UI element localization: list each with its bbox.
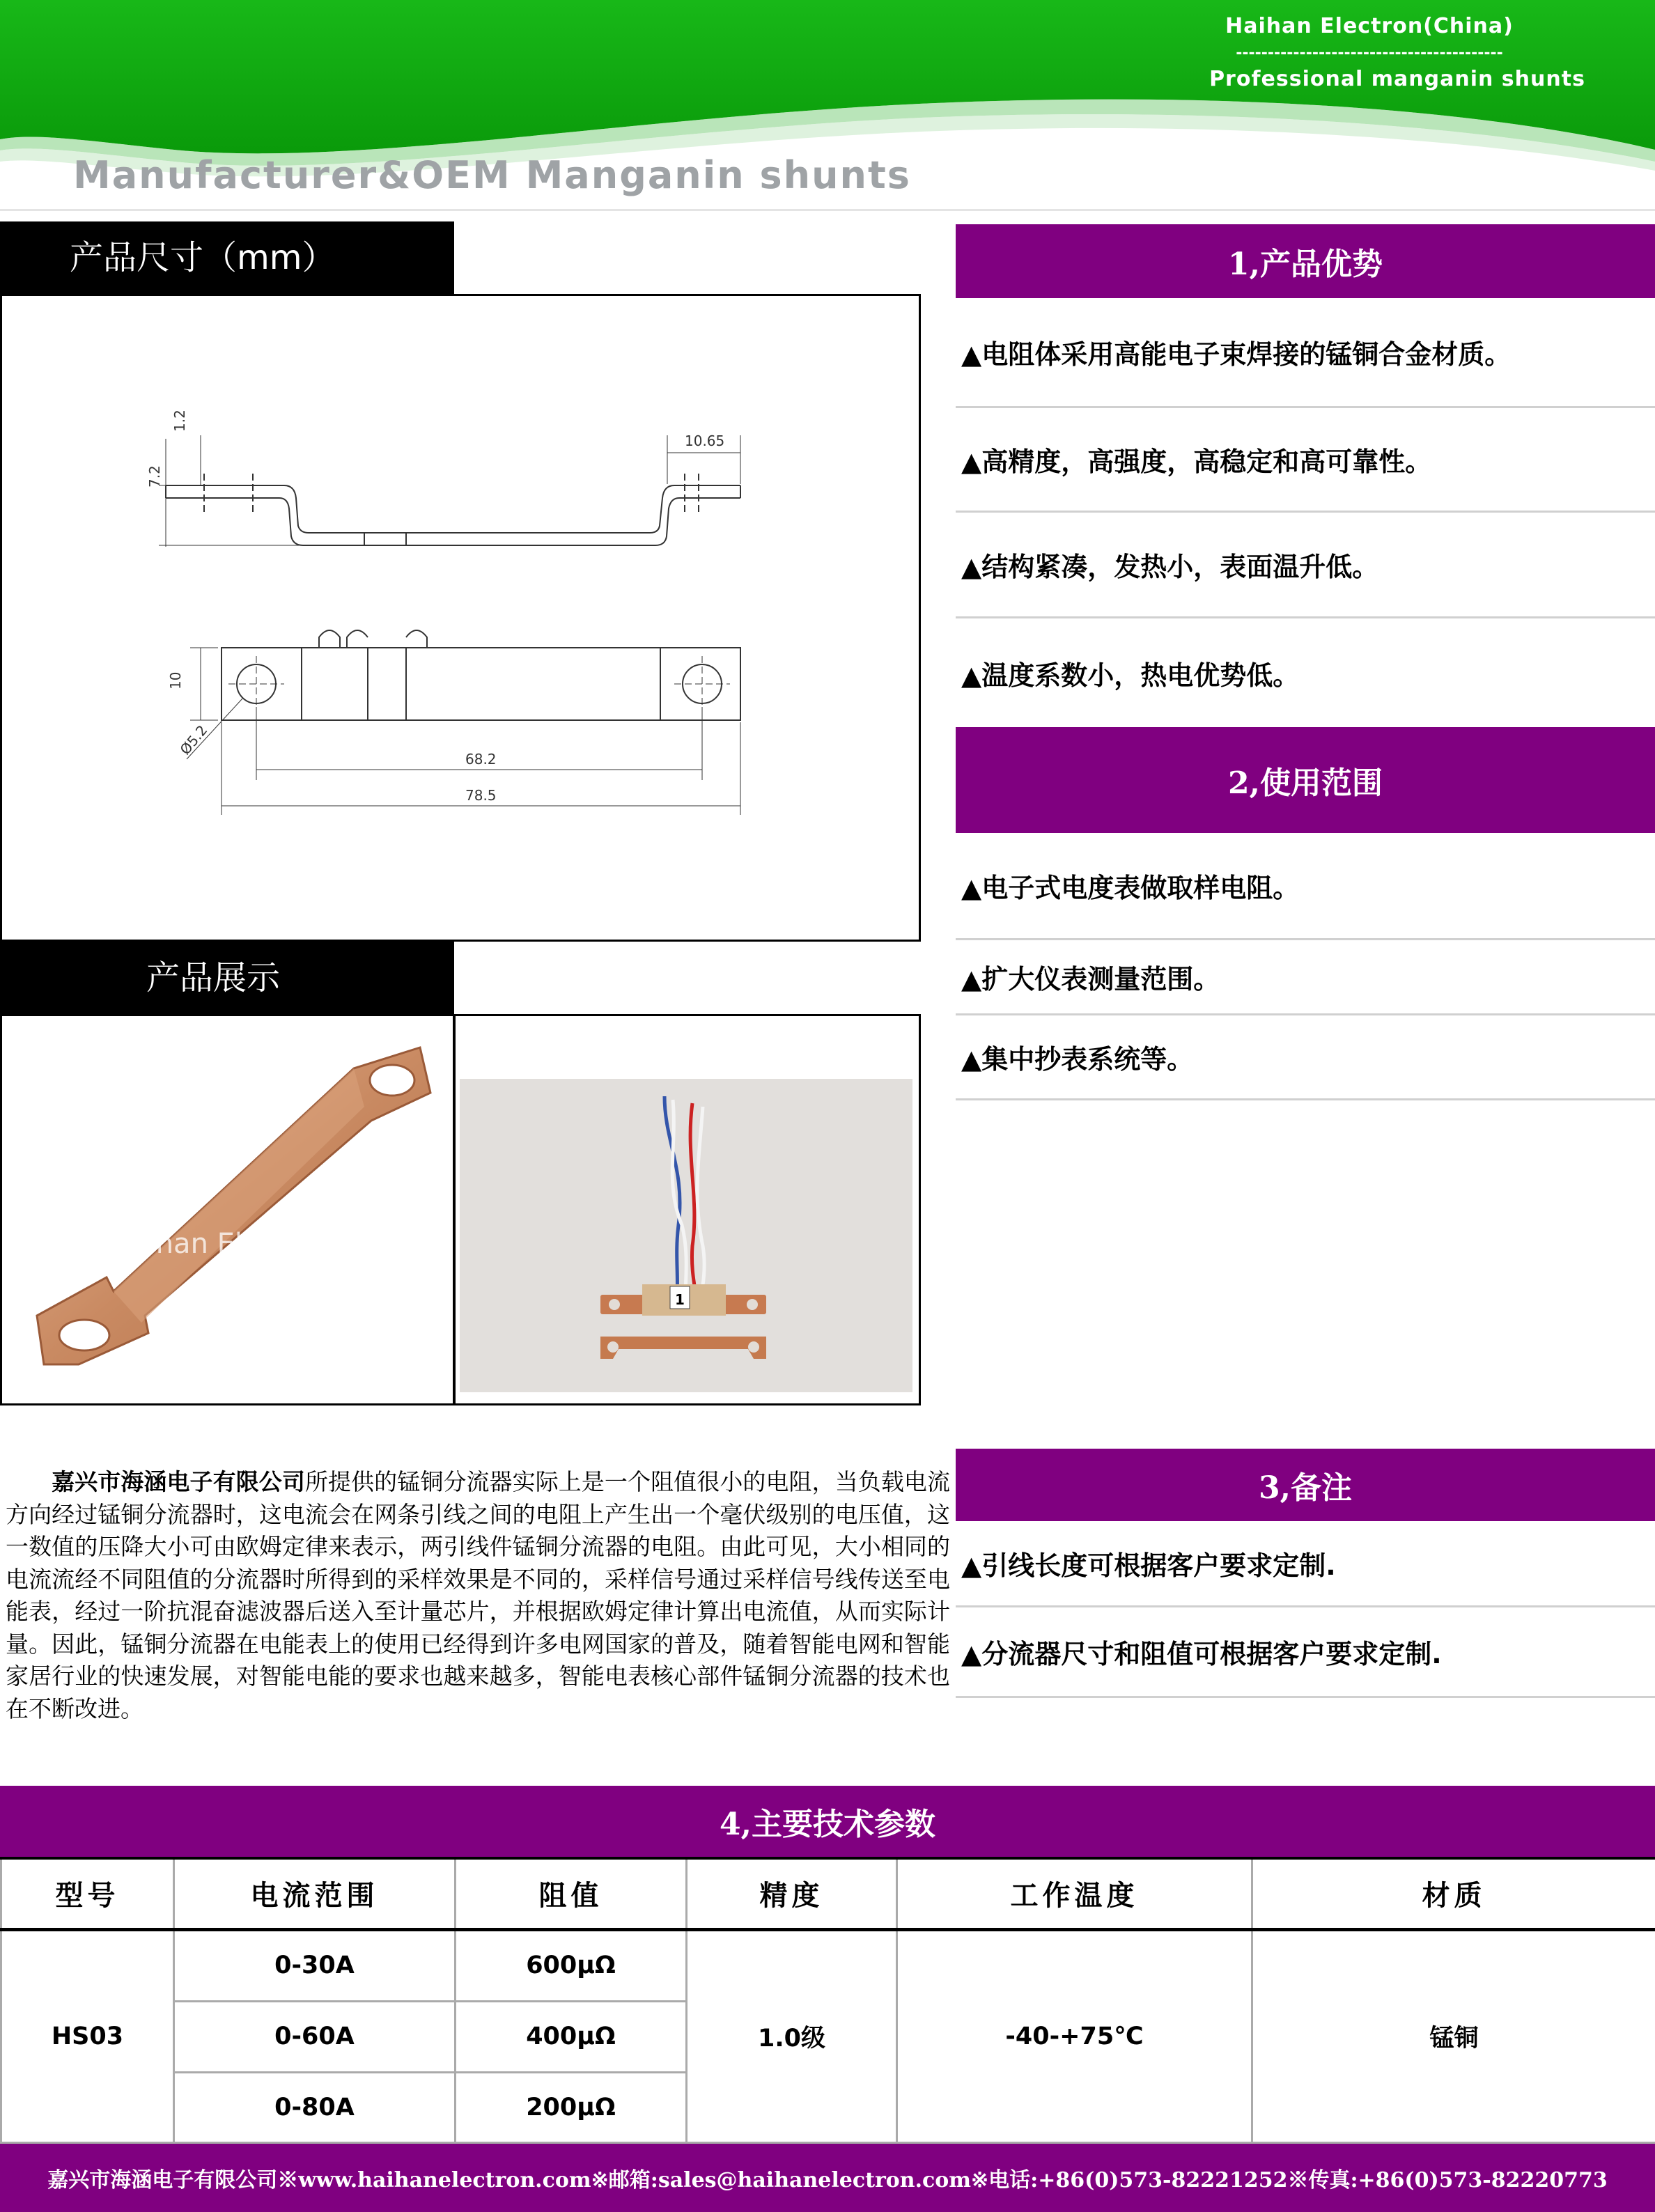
specs-table [0,1857,1655,2144]
cell-resistance-3: 200μΩ [456,2072,687,2142]
dim-label-6: 68.2 [465,751,497,768]
cell-resistance-1: 600μΩ [456,1929,687,2002]
advantage-item-1: ▲电阻体采用高能电子束焊接的锰铜合金材质。 [956,298,1655,408]
usage-item-3: ▲集中抄表系统等。 [956,1015,1655,1100]
photo-frame-2 [453,1014,921,1405]
usage-item-1: ▲电子式电度表做取样电阻。 [956,833,1655,940]
photo-frame-1 [0,1014,455,1405]
dimensions-label: 产品尺寸（mm） [0,221,454,294]
cell-temperature: -40-+75℃ [897,1929,1252,2143]
notes-title: 3,备注 [956,1449,1655,1521]
cell-accuracy: 1.0级 [687,1929,897,2143]
specs-title: 4,主要技术参数 [0,1786,1655,1857]
header-temperature: 工作温度 [897,1858,1252,1929]
advantages-title: 1,产品优势 [956,224,1655,298]
header [0,0,1655,216]
header-title: Manufacturer&OEM Manganin shunts [73,153,911,197]
cell-material: 锰铜 [1252,1929,1655,2143]
footer-contact: 嘉兴市海涵电子有限公司※www.haihanelectron.com※邮箱:sales@haihanelectron.com※电话:+86(0)573-82221252※传真:+86(0)573-82220773 [0,2144,1655,2212]
advantage-item-3: ▲结构紧凑，发热小，表面温升低。 [956,513,1655,618]
cell-current-1: 0-30A [174,1929,456,2002]
shunt-photo-1 [2,1016,453,1403]
header-current: 电流范围 [174,1858,456,1929]
specs-header-row [1,1858,1655,1929]
header-material: 材质 [1252,1858,1655,1929]
dimension-drawing [2,296,919,940]
dim-label-5: Ø5.2 [176,722,211,758]
advantage-item-2: ▲高精度，高强度，高稳定和高可靠性。 [956,408,1655,513]
header-resistance: 阻值 [456,1858,687,1929]
cell-resistance-2: 400μΩ [456,2002,687,2072]
description-company: 嘉兴市海涵电子有限公司 [52,1468,305,1495]
dim-label-2: 7.2 [146,465,163,488]
header-accuracy: 精度 [687,1858,897,1929]
dim-label-7: 78.5 [465,787,497,804]
header-model: 型号 [1,1858,174,1929]
description-text: 所提供的锰铜分流器实际上是一个阻值很小的电阻，当负载电流方向经过锰铜分流器时，这电流会在网条引线之间的电阻上产生出一个毫伏级别的电压值，这一数值的压降大小可由欧姆定律来表示，两引线件锰铜分流器的电阻。由此可见，大小相同的电流流经不同阻值的分流器时所得到的采样效果是不同的，采样信号通过采样信号线传送至电能表，经过一阶抗混奋滤波器后送入至计量芯片，并根据欧姆定律计算出电流值，从而实际计量。因此，锰铜分流器在电能表上的使用已经得到许多电网国家的普及，随着智能电网和智能家居行业的快速发展，对智能电能的要求也越来越多，智能电表核心部件锰铜分流器的技术也在不断改进。 [6,1468,951,1722]
description-paragraph [6,1466,950,1725]
dim-label-3: 10.65 [685,433,725,449]
dimension-drawing-frame [0,294,921,942]
table-row [1,1929,1655,2002]
usage-title: 2,使用范围 [956,727,1655,833]
note-item-1: ▲引线长度可根据客户要求定制. [956,1521,1655,1607]
shunt-photo-2 [456,1016,919,1403]
dim-label-1: 1.2 [171,410,188,432]
cell-current-2: 0-60A [174,2002,456,2072]
note-item-2: ▲分流器尺寸和阻值可根据客户要求定制. [956,1607,1655,1698]
cell-model: HS03 [1,1929,174,2143]
header-divider [0,209,1655,211]
header-dashes: ------------------------------------------ [1236,45,1503,62]
photo-watermark: Haihan Electron [110,1228,332,1260]
header-company: Haihan Electron(China) [1225,14,1514,38]
advantage-item-4: ▲温度系数小，热电优势低。 [961,660,1300,691]
header-tagline: Professional manganin shunts [1209,67,1585,91]
display-label: 产品展示 [0,942,454,1014]
cell-current-3: 0-80A [174,2072,456,2142]
dim-label-4: 10 [167,671,184,690]
usage-item-2: ▲扩大仪表测量范围。 [956,940,1655,1015]
photo-label-tag: 1 [675,1291,685,1308]
